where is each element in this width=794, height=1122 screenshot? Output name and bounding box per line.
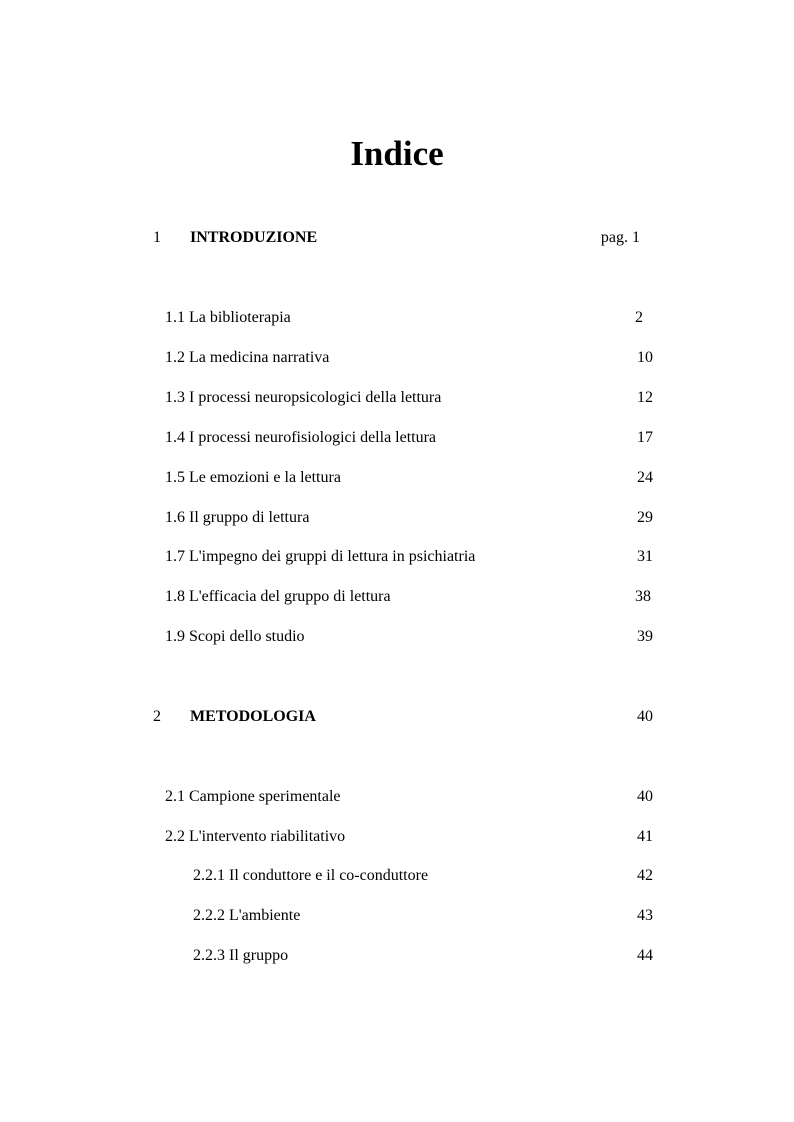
toc-section-2-2[interactable] <box>0 826 794 848</box>
chapter-number: 2 <box>153 708 161 725</box>
page-number: 29 <box>637 509 653 526</box>
section-title: 1.7 L'impegno dei gruppi di lettura in psichiatria <box>165 548 476 565</box>
page-number: 38 <box>635 588 651 605</box>
chapter-title: INTRODUZIONE <box>190 229 318 246</box>
toc-section-1-6[interactable] <box>0 507 794 529</box>
section-title: 2.1 Campione sperimentale <box>165 788 341 805</box>
toc-section-1-7[interactable] <box>0 546 794 568</box>
toc-section-1-3[interactable] <box>0 387 794 409</box>
toc-subsection-2-2-3[interactable] <box>0 945 794 967</box>
page-number: 40 <box>637 708 653 725</box>
page-number: 43 <box>637 907 653 924</box>
page-number: 42 <box>637 867 653 884</box>
section-title: 1.5 Le emozioni e la lettura <box>165 469 341 486</box>
subsection-title: 2.2.1 Il conduttore e il co-conduttore <box>193 867 429 884</box>
toc-section-1-2[interactable] <box>0 347 794 369</box>
toc-chapter-2[interactable] <box>0 706 794 728</box>
chapter-title: METODOLOGIA <box>190 708 316 725</box>
section-title: 1.9 Scopi dello studio <box>165 628 305 645</box>
section-title: 2.2 L'intervento riabilitativo <box>165 828 346 845</box>
toc-section-1-1[interactable] <box>0 307 794 329</box>
toc-chapter-1[interactable] <box>0 227 794 249</box>
page-number: 24 <box>637 469 653 486</box>
toc-section-2-1[interactable] <box>0 786 794 808</box>
subsection-title: 2.2.3 Il gruppo <box>193 947 289 964</box>
toc-subsection-2-2-2[interactable] <box>0 905 794 927</box>
toc-section-1-4[interactable] <box>0 427 794 449</box>
page-number: 40 <box>637 788 653 805</box>
page-number: 12 <box>637 389 653 406</box>
toc-section-1-5[interactable] <box>0 467 794 489</box>
page-number: 2 <box>635 309 643 326</box>
subsection-title: 2.2.2 L'ambiente <box>193 907 301 924</box>
page-title: Indice <box>350 134 444 173</box>
page-number: 41 <box>637 828 653 845</box>
page-number: 31 <box>637 548 653 565</box>
section-title: 1.4 I processi neurofisiologici della lettura <box>165 429 437 446</box>
page-number: 17 <box>637 429 653 446</box>
page-number: pag. 1 <box>600 229 640 246</box>
toc-section-1-9[interactable] <box>0 626 794 648</box>
toc-section-1-8[interactable] <box>0 586 794 608</box>
page-number: 10 <box>637 349 653 366</box>
section-title: 1.8 L'efficacia del gruppo di lettura <box>165 588 391 605</box>
page-number: 39 <box>637 628 653 645</box>
chapter-number: 1 <box>153 229 161 246</box>
section-title: 1.2 La medicina narrativa <box>165 349 330 366</box>
section-title: 1.3 I processi neuropsicologici della lettura <box>165 389 442 406</box>
section-title: 1.1 La biblioterapia <box>165 309 291 326</box>
page-number: 44 <box>637 947 653 964</box>
section-title: 1.6 Il gruppo di lettura <box>165 509 310 526</box>
toc-subsection-2-2-1[interactable] <box>0 865 794 887</box>
